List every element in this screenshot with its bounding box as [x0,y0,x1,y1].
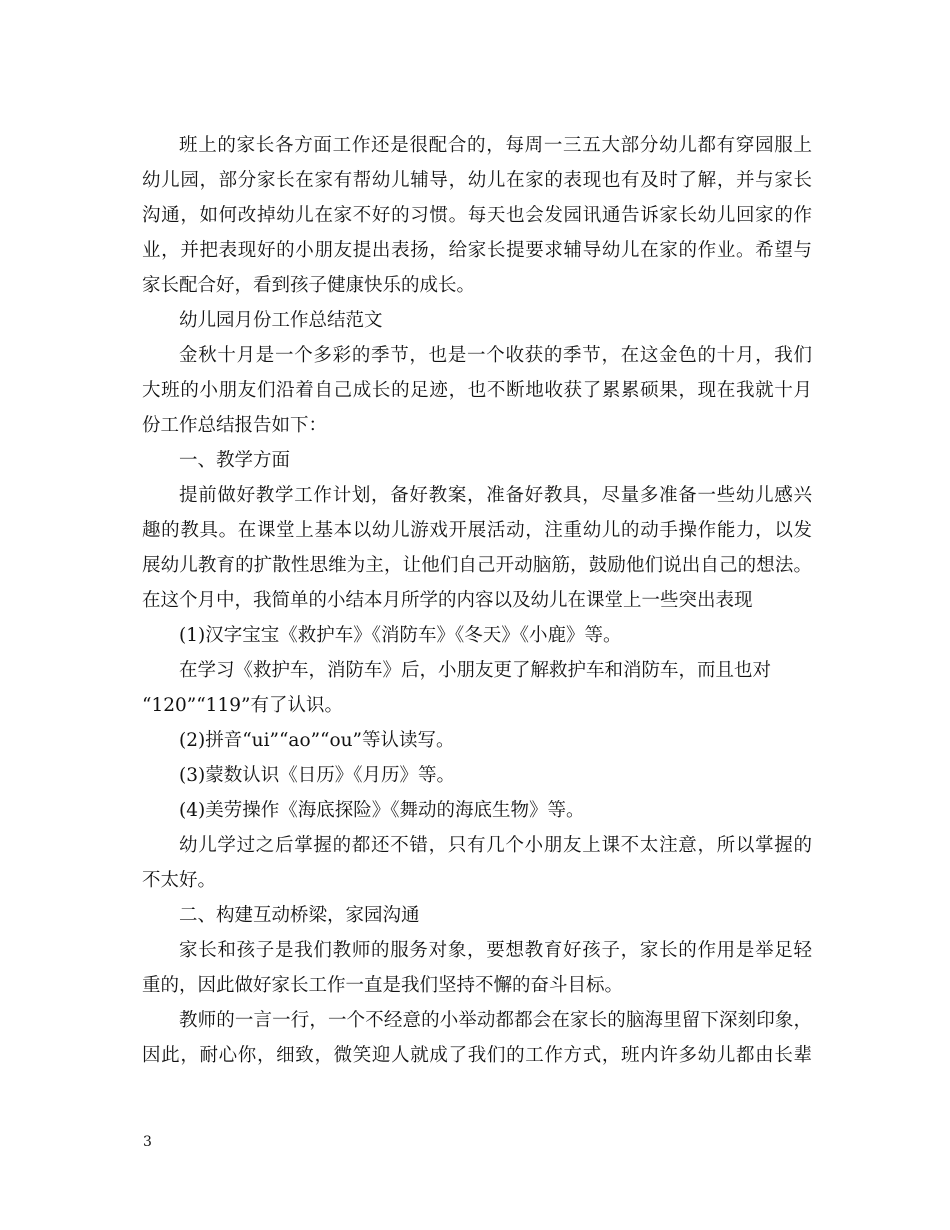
text-line: “120”“119”有了认识。 [142,695,343,716]
text-line: 大班的小朋友们沿着自己成长的足迹，也不断地收获了累累硕果，现在我就十月 [142,380,812,401]
text-line: 重的，因此做好家长工作一直是我们坚持不懈的奋斗目标。 [142,975,624,996]
text-line: 金秋十月是一个多彩的季节，也是一个收获的季节，在这金色的十月，我们 [179,345,812,366]
text-line: 在这个月中，我简单的小结本月所学的内容以及幼儿在课堂上一些突出表现 [142,590,753,611]
text-line: 教师的一言一行，一个不经意的小举动都都会在家长的脑海里留下深刻印象， [179,1010,812,1031]
text-line: (3)蒙数认识《日历》《月历》等。 [179,765,455,786]
text-line: (2)拼音“ui”“ao”“ou”等认读写。 [179,730,455,751]
text-line: 展幼儿教育的扩散性思维为主，让他们自己开动脑筋，鼓励他们说出自己的想法。 [142,555,812,576]
text-line: 班上的家长各方面工作还是很配合的，每周一三五大部分幼儿都有穿园服上 [179,135,812,156]
text-line: 趣的教具。在课堂上基本以幼儿游戏开展活动，注重幼儿的动手操作能力，以发 [142,520,812,541]
document-body [142,128,812,1073]
text-line: 在学习《救护车，消防车》后，小朋友更了解救护车和消防车，而且也对 [179,660,772,681]
text-line: 份工作总结报告如下： [142,415,328,436]
text-line: 二、构建互动桥梁，家园沟通 [179,905,420,926]
text-line: 家长和孩子是我们教师的服务对象，要想教育好孩子，家长的作用是举足轻 [179,940,812,961]
text-line: 幼儿学过之后掌握的都还不错，只有几个小朋友上课不太注意，所以掌握的 [179,835,812,856]
page-number: 3 [143,1134,152,1150]
text-line: 幼儿园，部分家长在家有帮幼儿辅导，幼儿在家的表现也有及时了解，并与家长 [142,170,812,191]
text-line: (1)汉字宝宝《救护车》《消防车》《冬天》《小鹿》等。 [179,625,622,646]
text-line: 业，并把表现好的小朋友提出表扬，给家长提要求辅导幼儿在家的作业。希望与 [142,240,812,261]
text-line: 幼儿园月份工作总结范文 [179,310,383,331]
text-line: 家长配合好，看到孩子健康快乐的成长。 [142,275,476,296]
text-line: 一、教学方面 [179,450,291,471]
text-line: 沟通，如何改掉幼儿在家不好的习惯。每天也会发园讯通告诉家长幼儿回家的作 [142,205,812,226]
text-line: 不太好。 [142,870,217,891]
text-line: 因此，耐心你，细致，微笑迎人就成了我们的工作方式，班内许多幼儿都由长辈 [142,1045,812,1066]
text-line: (4)美劳操作《海底探险》《舞动的海底生物》等。 [179,800,585,821]
text-line: 提前做好教学工作计划，备好教案，准备好教具，尽量多准备一些幼儿感兴 [179,485,812,506]
